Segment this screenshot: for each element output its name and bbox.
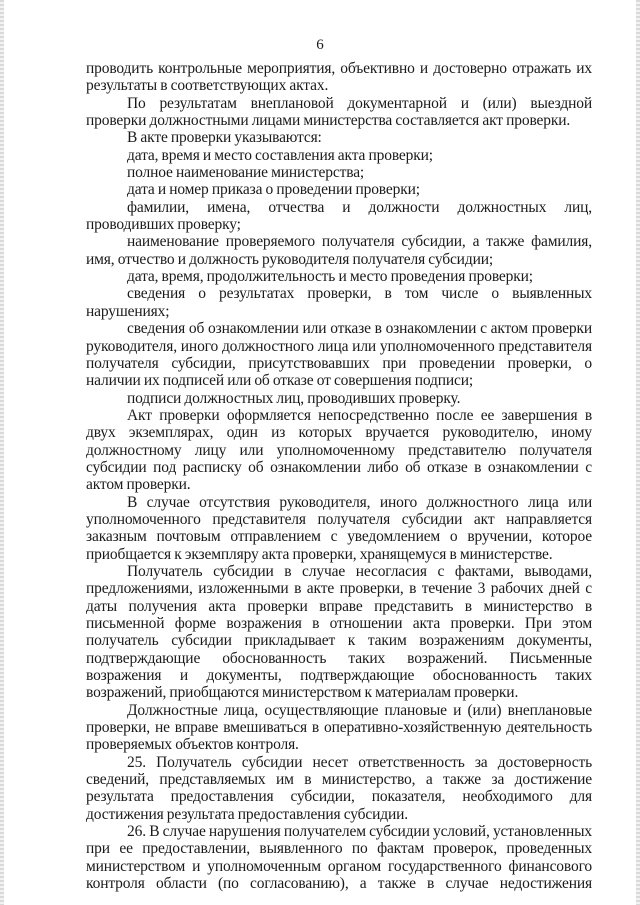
list-item: наименование проверяемого получателя субсидии, а также фамилия, имя, отчество и должность руководителя получателя субсидии;: [86, 233, 592, 268]
list-item: фамилии, имена, отчества и должности должностных лиц, проводивших проверку;: [86, 198, 592, 234]
paragraph: проводить контрольные мероприятия, объективно и достоверно отражать их результаты в соответствующих актах.: [86, 60, 592, 95]
list-item: дата, время и место составления акта проверки;: [127, 146, 433, 164]
page-number: 6: [316, 37, 324, 53]
list-item: сведения об ознакомлении или отказе в ознакомлении с актом проверки руководителя, иного должностного лица или уполномоченного представителя получателя субсидии, присутствовавших при проведении проверки, о наличии их подписей или об отказе от совершения подписи;: [86, 320, 592, 390]
list-item: дата и номер приказа о проведении проверки;: [127, 181, 420, 199]
numbered-paragraph: 26. В случае нарушения получателем субсидии условий, установленных при ее предоставлении, выявленного по фактам проверок, проведенных министерством и уполномоченным органом государственного финансового контроля области (по согласованию), а также в случае недостижения: [86, 823, 592, 893]
list-item: подписи должностных лиц, проводивших проверку.: [127, 389, 461, 407]
list-item: сведения о результатах проверки, в том числе о выявленных нарушениях;: [86, 285, 592, 320]
document-body: [86, 60, 592, 893]
paragraph: По результатам внеплановой документарной и (или) выездной проверки должностными лицами министерства составляется акт проверки.: [86, 94, 592, 130]
paragraph: Акт проверки оформляется непосредственно после ее завершения в двух экземплярах, один из которых вручается руководителю, иному должностному лицу или уполномоченному представителю получателя субсидии под расписку об ознакомлении либо об отказе в ознакомлении с актом проверки.: [86, 406, 592, 494]
numbered-paragraph: 25. Получатель субсидии несет ответственность за достоверность сведений, представляемых им в министерство, а также за достижение результата предоставления субсидии, показателя, необходимого для достижения результата предоставления субсидии.: [86, 753, 592, 823]
paragraph: Получатель субсидии в случае несогласия с фактами, выводами, предложениями, изложенными в акте проверки, в течение 3 рабочих дней с даты получения акта проверки вправе представить в министерство в письменной форме возражения в отношении акта проверки. При этом получатель субсидии прикладывает к таким возражениям документы, подтверждающие обоснованность таких возражений. Письменные возражения и документы, подтверждающие обоснованность таких возражений, приобщаются министерством к материалам проверки.: [86, 562, 592, 702]
paragraph: В случае отсутствия руководителя, иного должностного лица или уполномоченного представителя получателя субсидии акт направляется заказным почтовым отправлением с уведомлением о вручении, которое приобщается к экземпляру акта проверки, хранящемуся в министерстве.: [86, 493, 592, 563]
list-item: дата, время, продолжительность и место проведения проверки;: [127, 268, 533, 286]
paragraph: В акте проверки указываются:: [127, 129, 322, 147]
scan-edge-left: [0, 0, 4, 905]
list-item: полное наименование министерства;: [127, 164, 365, 182]
scan-edge-right: [636, 0, 640, 905]
paragraph: Должностные лица, осуществляющие плановые и (или) внеплановые проверки, не вправе вмешиваться в оперативно-хозяйственную деятельность проверяемых объектов контроля.: [86, 701, 592, 754]
